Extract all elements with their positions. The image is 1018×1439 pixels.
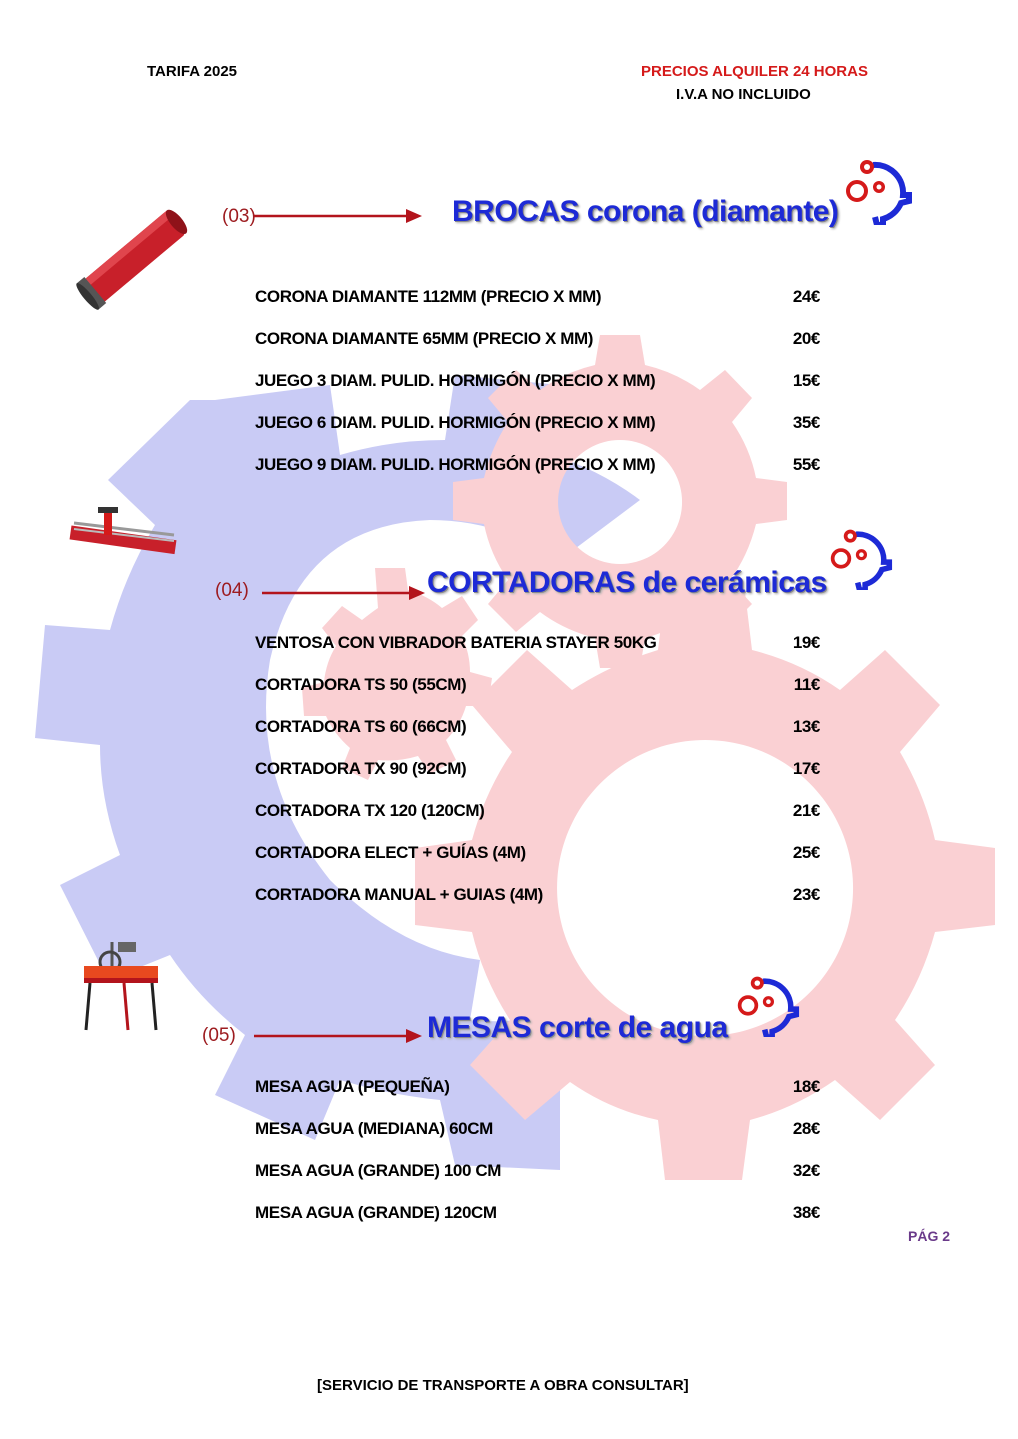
list-item	[255, 1077, 825, 1119]
diamond-core-drill-image	[70, 198, 200, 318]
item-price: 20€	[792, 329, 820, 348]
item-name: MESA AGUA (MEDIANA) 60CM	[255, 1119, 493, 1138]
list-item	[255, 455, 825, 497]
item-name: CORTADORA TX 120 (120CM)	[255, 801, 485, 820]
vat-note: I.V.A NO INCLUIDO	[676, 86, 811, 103]
item-name: CORTADORA TS 50 (55CM)	[255, 675, 467, 694]
item-name: CORONA DIAMANTE 112MM (PRECIO X MM)	[255, 287, 602, 306]
list-item	[255, 1203, 825, 1245]
item-price: 25€	[792, 843, 820, 862]
tile-cutter-image	[64, 505, 184, 565]
section-05-list	[255, 1077, 825, 1245]
section-title-strong: MESAS	[427, 1011, 532, 1044]
item-name: CORONA DIAMANTE 65MM (PRECIO X MM)	[255, 329, 594, 348]
item-name: JUEGO 9 DIAM. PULID. HORMIGÓN (PRECIO X MM)	[255, 455, 656, 474]
list-item	[255, 1119, 825, 1161]
page-number: PÁG 2	[908, 1228, 951, 1244]
item-price: 19€	[792, 633, 820, 652]
item-price: 11€	[793, 675, 820, 694]
tariff-label: TARIFA 2025	[147, 63, 238, 80]
section-title-cortadoras	[427, 566, 827, 600]
list-item	[255, 675, 825, 717]
list-item	[255, 1161, 825, 1203]
gears-logo-icon	[735, 972, 800, 1037]
section-number-04: (04)	[215, 580, 249, 601]
arrow-right-icon	[254, 206, 424, 226]
item-price: 18€	[792, 1077, 820, 1096]
list-item	[255, 759, 825, 801]
section-04-list	[255, 633, 825, 927]
item-price: 32€	[792, 1161, 820, 1180]
item-name: CORTADORA ELECT + GUÍAS (4M)	[255, 843, 526, 862]
item-price: 28€	[792, 1119, 820, 1138]
item-price: 15€	[792, 371, 820, 390]
section-number-03: (03)	[222, 206, 256, 227]
item-price: 24€	[792, 287, 820, 306]
arrow-right-icon	[254, 1026, 424, 1046]
list-item	[255, 885, 825, 927]
item-price: 21€	[792, 801, 820, 820]
section-title-rest: de cerámicas	[634, 566, 827, 599]
item-name: MESA AGUA (GRANDE) 120CM	[255, 1203, 497, 1222]
list-item	[255, 843, 825, 885]
list-item	[255, 717, 825, 759]
item-price: 17€	[792, 759, 820, 778]
item-name: MESA AGUA (PEQUEÑA)	[255, 1077, 450, 1096]
item-name: MESA AGUA (GRANDE) 100 CM	[255, 1161, 501, 1180]
item-name: CORTADORA TX 90 (92CM)	[255, 759, 467, 778]
list-item	[255, 371, 825, 413]
item-price: 23€	[792, 885, 820, 904]
section-title-rest: corte de agua	[531, 1011, 728, 1044]
item-price: 13€	[792, 717, 820, 736]
list-item	[255, 801, 825, 843]
section-title-strong: BROCAS	[452, 195, 580, 228]
section-title-strong: CORTADORAS	[427, 566, 635, 599]
item-price: 55€	[792, 455, 820, 474]
item-name: JUEGO 3 DIAM. PULID. HORMIGÓN (PRECIO X MM)	[255, 371, 656, 390]
section-title-mesas	[427, 1011, 728, 1045]
item-name: CORTADORA TS 60 (66CM)	[255, 717, 467, 736]
section-title-brocas	[452, 195, 838, 229]
section-title-rest: corona (diamante)	[579, 195, 839, 228]
item-name: JUEGO 6 DIAM. PULID. HORMIGÓN (PRECIO X MM)	[255, 413, 656, 432]
list-item	[255, 329, 825, 371]
item-name: VENTOSA CON VIBRADOR BATERIA STAYER 50KG	[255, 633, 657, 652]
arrow-right-icon	[262, 583, 427, 603]
item-name: CORTADORA MANUAL + GUIAS (4M)	[255, 885, 543, 904]
gears-logo-icon	[843, 155, 913, 225]
section-03-list	[255, 287, 825, 497]
list-item	[255, 287, 825, 329]
gears-logo-icon	[828, 525, 893, 590]
rental-prices-label: PRECIOS ALQUILER 24 HORAS	[641, 63, 868, 80]
footer-note: [SERVICIO DE TRANSPORTE A OBRA CONSULTAR]	[317, 1377, 689, 1394]
list-item	[255, 413, 825, 455]
water-table-saw-image	[78, 934, 162, 1032]
item-price: 38€	[792, 1203, 820, 1222]
section-number-05: (05)	[202, 1025, 236, 1046]
list-item	[255, 633, 825, 675]
item-price: 35€	[792, 413, 820, 432]
